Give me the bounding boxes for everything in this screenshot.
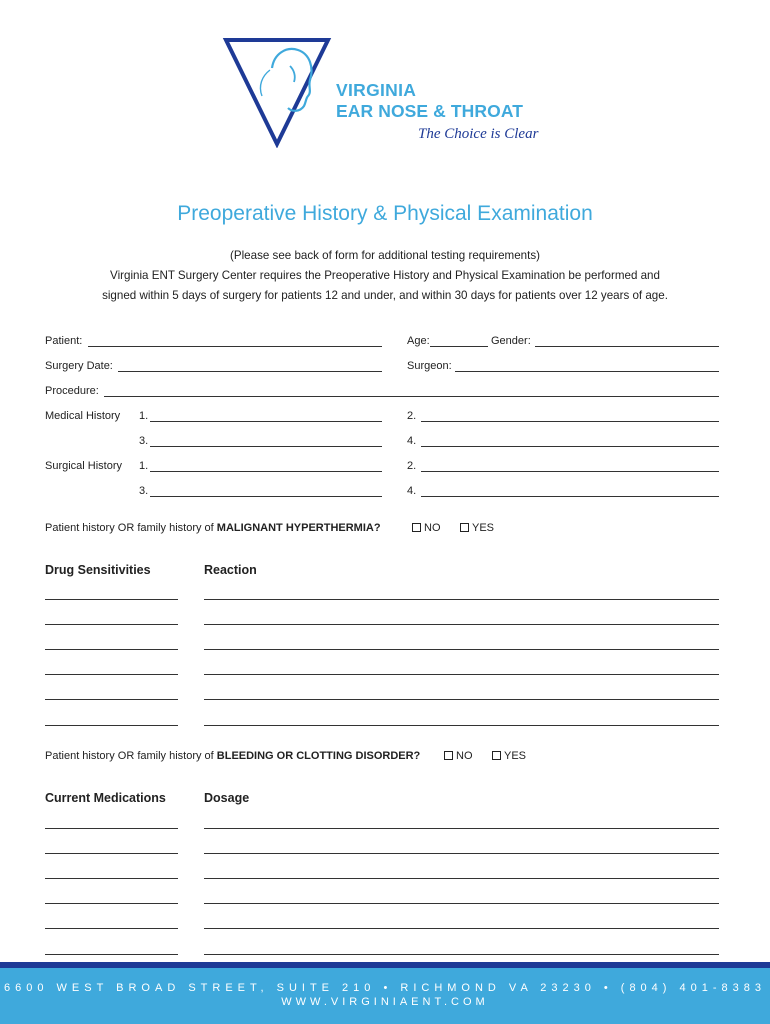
form-title: Preoperative History & Physical Examination bbox=[177, 202, 593, 225]
dosage-field-4[interactable] bbox=[204, 903, 719, 904]
bleeding-yes-option[interactable] bbox=[492, 749, 526, 763]
surgical-history-label: Surgical History bbox=[45, 460, 123, 472]
surgery-date-label: Surgery Date: bbox=[45, 360, 113, 372]
drug-sensitivities-heading: Drug Sensitivities bbox=[45, 563, 151, 577]
procedure-field[interactable] bbox=[104, 396, 719, 397]
patient-label: Patient: bbox=[45, 335, 83, 347]
checkbox-icon[interactable] bbox=[412, 523, 421, 532]
bleeding-no-label: NO bbox=[456, 750, 473, 762]
reaction-field-3[interactable] bbox=[204, 649, 719, 650]
medical-history-num-3: 3. bbox=[139, 435, 149, 447]
intro-line3: signed within 5 days of surgery for patients 12 and under, and within 30 days for patients over 12 years of age. bbox=[102, 289, 668, 302]
checkbox-icon[interactable] bbox=[492, 751, 501, 760]
current-medications-heading: Current Medications bbox=[45, 791, 166, 805]
intro-line1: (Please see back of form for additional testing requirements) bbox=[230, 249, 540, 262]
dosage-field-1[interactable] bbox=[204, 828, 719, 829]
bleeding-disorder-question bbox=[45, 749, 420, 763]
medication-field-6[interactable] bbox=[45, 954, 178, 955]
surgical-history-field-2[interactable] bbox=[421, 471, 719, 472]
malignant-question-prefix: Patient history OR family history of bbox=[45, 522, 217, 534]
medical-history-field-2[interactable] bbox=[421, 421, 719, 422]
reaction-field-5[interactable] bbox=[204, 699, 719, 700]
surgeon-field[interactable] bbox=[455, 371, 719, 372]
medication-field-3[interactable] bbox=[45, 878, 178, 879]
medical-history-field-3[interactable] bbox=[150, 446, 382, 447]
surgery-date-field[interactable] bbox=[118, 371, 382, 372]
gender-field[interactable] bbox=[535, 346, 719, 347]
footer-address: 6600 WEST BROAD STREET, SUITE 210 • RICHMOND VA 23230 • (804) 401-8383 bbox=[3, 982, 767, 994]
patient-field[interactable] bbox=[88, 346, 382, 347]
dosage-heading: Dosage bbox=[204, 791, 250, 805]
malignant-yes-label: YES bbox=[472, 522, 495, 534]
v-triangle-profile-logo-icon bbox=[222, 36, 332, 148]
drug-field-6[interactable] bbox=[45, 725, 178, 726]
medication-field-2[interactable] bbox=[45, 853, 178, 854]
checkbox-icon[interactable] bbox=[460, 523, 469, 532]
medical-history-num-2: 2. bbox=[407, 410, 417, 422]
age-field[interactable] bbox=[430, 346, 488, 347]
medical-history-num-4: 4. bbox=[407, 435, 417, 447]
medical-history-num-1: 1. bbox=[139, 410, 149, 422]
surgical-history-num-2: 2. bbox=[407, 460, 417, 472]
drug-field-5[interactable] bbox=[45, 699, 178, 700]
drug-field-2[interactable] bbox=[45, 624, 178, 625]
dosage-field-5[interactable] bbox=[204, 928, 719, 929]
surgeon-label: Surgeon: bbox=[407, 360, 452, 372]
reaction-field-4[interactable] bbox=[204, 674, 719, 675]
reaction-field-2[interactable] bbox=[204, 624, 719, 625]
bleeding-question-prefix: Patient history OR family history of bbox=[45, 750, 217, 762]
procedure-label: Procedure: bbox=[45, 385, 99, 397]
malignant-question-emphasis: MALIGNANT HYPERTHERMIA? bbox=[216, 522, 381, 534]
bleeding-yes-label: YES bbox=[504, 750, 527, 762]
bleeding-question-emphasis: BLEEDING OR CLOTTING DISORDER? bbox=[216, 750, 421, 762]
medication-field-1[interactable] bbox=[45, 828, 178, 829]
reaction-heading: Reaction bbox=[204, 563, 257, 577]
medication-field-4[interactable] bbox=[45, 903, 178, 904]
medical-history-field-4[interactable] bbox=[421, 446, 719, 447]
surgical-history-num-1: 1. bbox=[139, 460, 149, 472]
dosage-field-2[interactable] bbox=[204, 853, 719, 854]
reaction-field-6[interactable] bbox=[204, 725, 719, 726]
malignant-hyperthermia-question bbox=[45, 521, 381, 535]
gender-label: Gender: bbox=[491, 335, 531, 347]
drug-field-4[interactable] bbox=[45, 674, 178, 675]
malignant-no-label: NO bbox=[424, 522, 441, 534]
reaction-field-1[interactable] bbox=[204, 599, 719, 600]
medication-field-5[interactable] bbox=[45, 928, 178, 929]
drug-field-1[interactable] bbox=[45, 599, 178, 600]
age-label: Age: bbox=[407, 335, 430, 347]
surgical-history-num-3: 3. bbox=[139, 485, 149, 497]
medical-history-field-1[interactable] bbox=[150, 421, 382, 422]
surgical-history-field-1[interactable] bbox=[150, 471, 382, 472]
bleeding-no-option[interactable] bbox=[444, 749, 473, 763]
checkbox-icon[interactable] bbox=[444, 751, 453, 760]
surgical-history-field-4[interactable] bbox=[421, 496, 719, 497]
logo-name-line1: VIRGINIA bbox=[336, 80, 417, 100]
surgical-history-field-3[interactable] bbox=[150, 496, 382, 497]
dosage-field-6[interactable] bbox=[204, 954, 719, 955]
malignant-yes-option[interactable] bbox=[460, 521, 494, 535]
malignant-no-option[interactable] bbox=[412, 521, 441, 535]
footer-website: WWW.VIRGINIAENT.COM bbox=[281, 996, 489, 1008]
logo-tagline: The Choice is Clear bbox=[418, 126, 539, 142]
medical-history-label: Medical History bbox=[45, 410, 121, 422]
surgical-history-num-4: 4. bbox=[407, 485, 417, 497]
intro-line2: Virginia ENT Surgery Center requires the Preoperative History and Physical Examination be performed and bbox=[110, 269, 660, 282]
drug-field-3[interactable] bbox=[45, 649, 178, 650]
dosage-field-3[interactable] bbox=[204, 878, 719, 879]
logo-name-line2: EAR NOSE & THROAT bbox=[336, 101, 524, 121]
